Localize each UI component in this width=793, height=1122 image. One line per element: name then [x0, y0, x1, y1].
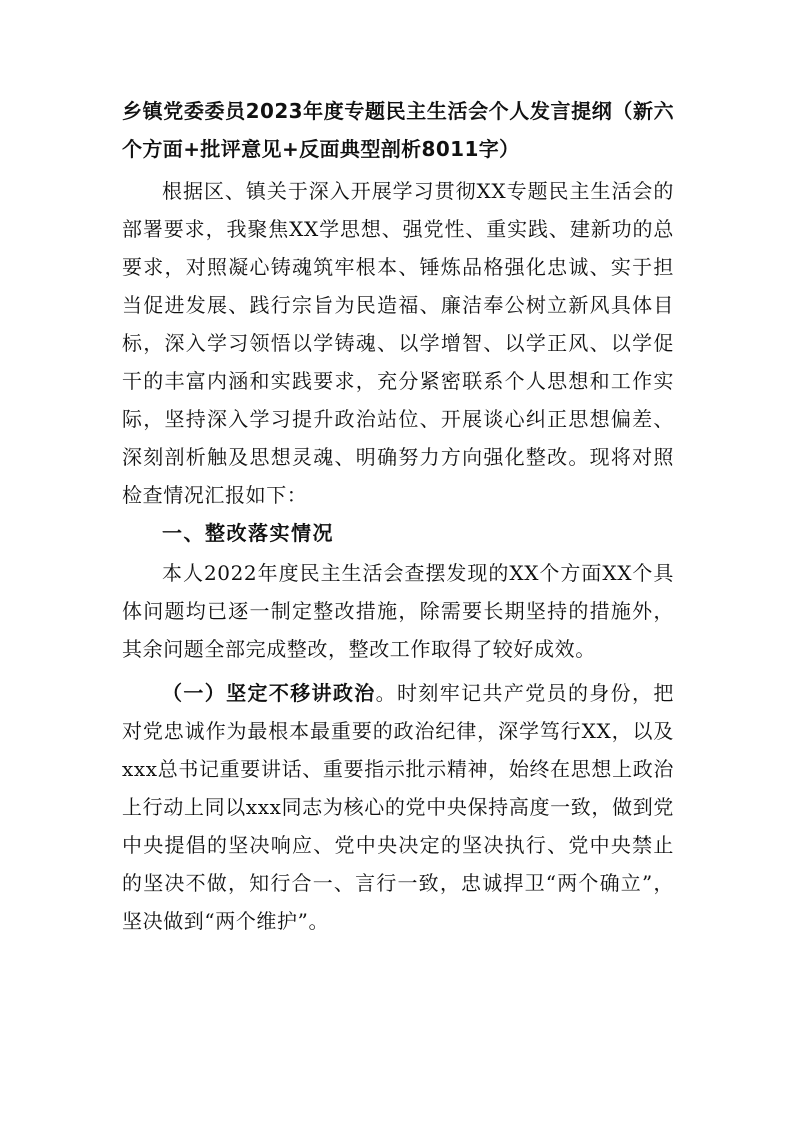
document-title: 乡镇党委委员2023年度专题民主生活会个人发言提纲（新六个方面+批评意见+反面典型剖析8011字）	[122, 99, 674, 161]
item-politics-body: 。时刻牢记共产党员的身份，把对党忠诚作为最根本最重要的政治纪律，深学笃行XX，以及xxx总书记重要讲话、重要指示批示精神，始终在思想上政治上行动上同以xxx同志为核心的党中央保持高度一致，做到党中央提倡的坚决响应、党中央决定的坚决执行、党中央禁止的坚决不做，知行合一、言行一致，忠诚捍卫“两个确立”，坚决做到“两个维护”。	[122, 681, 675, 933]
intro-paragraph: 根据区、镇关于深入开展学习贯彻XX专题民主生活会的部署要求，我聚焦XX学思想、强党性、重实践、建新功的总要求，对照凝心铸魂筑牢根本、锤炼品格强化忠诚、实于担当促进发展、践行宗旨为民造福、廉洁奉公树立新风具体目标，深入学习领悟以学铸魂、以学增智、以学正风、以学促干的丰富内涵和实践要求，充分紧密联系个人思想和工作实际，坚持深入学习提升政治站位、开展谈心纠正思想偏差、深刻剖析触及思想灵魂、明确努力方向强化整改。现将对照检查情况汇报如下：	[122, 179, 674, 507]
section-summary-paragraph: 本人2022年度民主生活会查摆发现的XX个方面XX个具体问题均已逐一制定整改措施，除需要长期坚持的措施外，其余问题全部完成整改，整改工作取得了较好成效。	[122, 561, 674, 661]
section-heading-implementation: 一、整改落实情况	[162, 521, 334, 545]
item-politics-lead: （一）坚定不移讲政治	[162, 681, 376, 705]
document-body	[122, 92, 674, 940]
item-politics-paragraph	[122, 674, 674, 940]
